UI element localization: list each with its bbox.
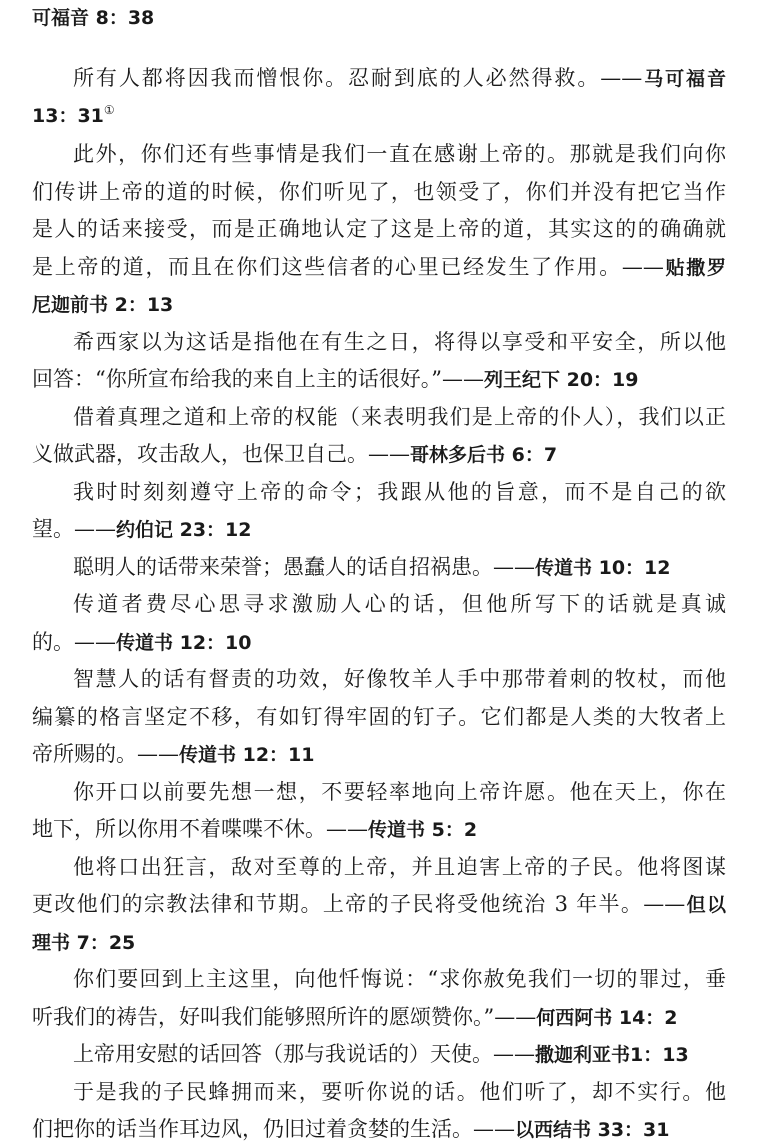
text-line	[32, 889, 726, 920]
bible-reference: 哥林多后书 6：7	[410, 444, 558, 466]
text: 编纂的格言坚定不移，有如钉得牢固的钉子。它们都是人类的大牧者上	[32, 705, 726, 729]
bible-reference: 尼迦前书 2：13	[32, 294, 174, 316]
text-line	[73, 63, 726, 94]
text-line	[32, 2, 726, 33]
text-line	[32, 702, 726, 733]
text-line	[73, 402, 726, 433]
bible-reference: 可福音 8：38	[32, 7, 155, 29]
text-line	[32, 814, 726, 845]
text: 智慧人的话有督责的功效，好像牧羊人手中那带着刺的牧杖，而他	[73, 667, 726, 691]
bible-reference: 传道书 12：11	[179, 744, 315, 766]
text: 是人的话来接受，而是正确地认定了这是上帝的道，其实这的的确确就	[32, 217, 726, 241]
text-line	[73, 589, 726, 620]
bible-reference: 以西结书 33：31	[515, 1119, 670, 1141]
text: 我时时刻刻遵守上帝的命令；我跟从他的旨意，而不是自己的欲	[73, 480, 726, 504]
bible-reference: 约伯记 23：12	[116, 519, 252, 541]
bible-reference: 传道书 12：10	[116, 632, 252, 654]
bible-reference: 传道书 5：2	[368, 819, 478, 841]
text-line	[73, 327, 726, 358]
text: 的。——	[32, 630, 116, 654]
footnote-marker: ①	[103, 103, 115, 117]
text-line	[73, 964, 726, 995]
bible-reference: 13：31	[32, 105, 104, 127]
text-line	[32, 214, 726, 245]
bible-reference: 马可福音	[642, 68, 726, 90]
text: 听我们的祷告，好叫我们能够照所许的愿颂赞你。”——	[32, 1005, 537, 1029]
text-line	[32, 364, 726, 395]
text-line	[32, 252, 726, 283]
bible-reference: 传道书 10：12	[535, 557, 671, 579]
text-line	[73, 552, 726, 583]
text: 所有人都将因我而憎恨你。忍耐到底的人必然得救。——	[73, 66, 643, 90]
text: 们传讲上帝的道的时候，你们听见了，也领受了，你们并没有把它当作	[32, 180, 726, 204]
bible-reference: 撒迦利亚书1：13	[535, 1044, 689, 1066]
text-line	[32, 177, 726, 208]
text: 你们要回到上主这里，向他忏悔说：“求你赦免我们一切的罪过，垂	[73, 967, 726, 991]
text-line	[32, 1114, 726, 1145]
text: 是上帝的道，而且在你们这些信者的心里已经发生了作用。——	[32, 255, 664, 279]
text-line	[32, 927, 726, 958]
text: 望。——	[32, 517, 116, 541]
text-line	[32, 627, 726, 658]
text: 传道者费尽心思寻求激励人心的话，但他所写下的话就是真诚	[73, 592, 726, 616]
bible-reference: 但以	[685, 894, 726, 916]
text: 帝所赐的。——	[32, 742, 179, 766]
text: 你开口以前要先想一想，不要轻率地向上帝许愿。他在天上，你在	[73, 780, 726, 804]
text: 更改他们的宗教法律和节期。上帝的子民将受他统治 3 年半。——	[32, 892, 686, 916]
text: 聪明人的话带来荣誉；愚蠢人的话自招祸患。——	[73, 555, 535, 579]
text-line	[32, 100, 726, 131]
text: 地下，所以你用不着喋喋不休。——	[32, 817, 368, 841]
bible-reference: 列王纪下 20：19	[483, 369, 639, 391]
text-line	[73, 777, 726, 808]
bible-reference: 理书 7：25	[32, 932, 136, 954]
text-line	[32, 514, 726, 545]
text: 希西家以为这话是指他在有生之日，将得以享受和平安全，所以他	[73, 330, 726, 354]
text: 上帝用安慰的话回答（那与我说话的）天使。——	[73, 1042, 535, 1066]
text-line	[73, 664, 726, 695]
bible-reference: 贴撒罗	[663, 257, 726, 279]
text-line	[73, 1039, 726, 1070]
text: 们把你的话当作耳边风，仍旧过着贪婪的生活。——	[32, 1117, 515, 1141]
text: 借着真理之道和上帝的权能（来表明我们是上帝的仆人），我们以正	[73, 405, 726, 429]
text: 回答：“你所宣布给我的来自上主的话很好。”——	[32, 367, 484, 391]
text: 于是我的子民蜂拥而来，要听你说的话。他们听了，却不实行。他	[73, 1080, 726, 1104]
bible-reference: 何西阿书 14：2	[536, 1007, 678, 1029]
text-line	[73, 852, 726, 883]
text-line	[32, 439, 726, 470]
text: 此外，你们还有些事情是我们一直在感谢上帝的。那就是我们向你	[73, 142, 726, 166]
text-line	[73, 1077, 726, 1108]
text-line	[32, 1002, 726, 1033]
text-line	[32, 739, 726, 770]
text-line	[73, 139, 726, 170]
text: 义做武器，攻击敌人，也保卫自己。——	[32, 442, 410, 466]
text: 他将口出狂言，敌对至尊的上帝，并且迫害上帝的子民。他将图谋	[73, 855, 726, 879]
text-line	[73, 477, 726, 508]
text-line	[32, 289, 726, 320]
